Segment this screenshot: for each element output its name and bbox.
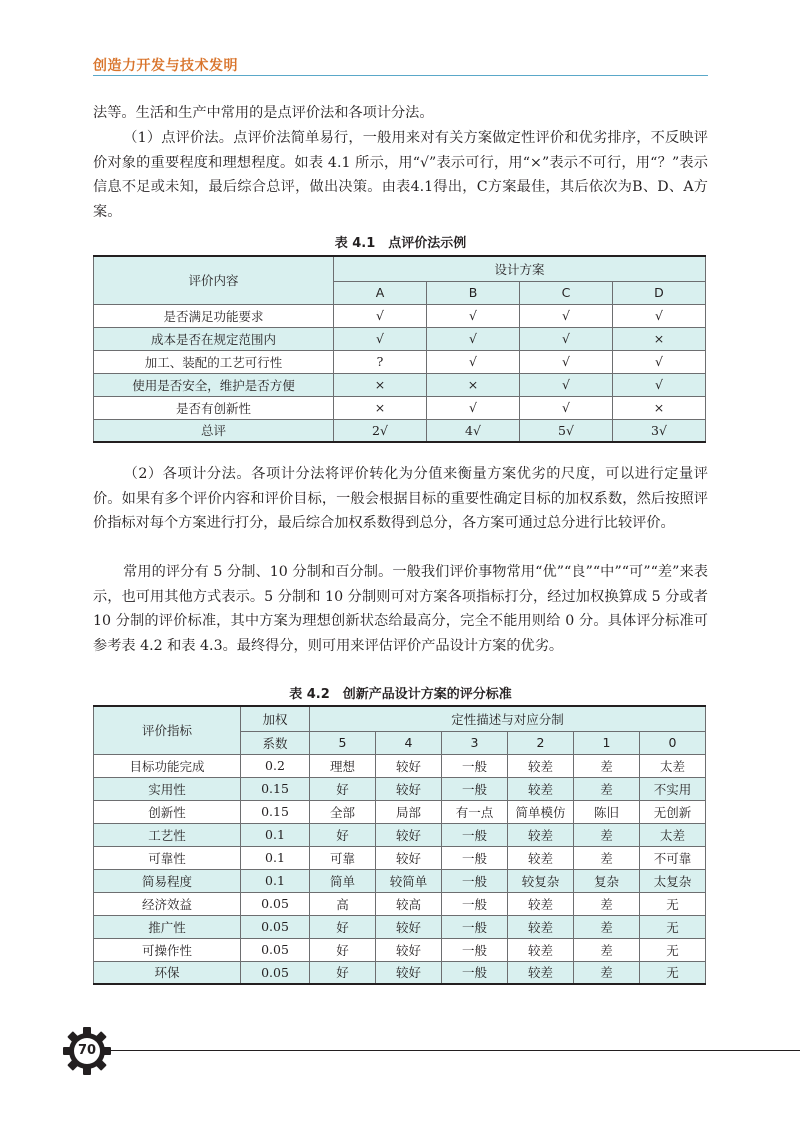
table-cell: √	[334, 304, 427, 327]
row-label: 简易程度	[94, 869, 241, 892]
table-cell: √	[427, 350, 520, 373]
table-cell: √	[334, 327, 427, 350]
row-label: 可操作性	[94, 938, 241, 961]
table-cell: 一般	[442, 754, 508, 777]
table-cell: 一般	[442, 961, 508, 984]
table-4-2-caption: 表 4.2 创新产品设计方案的评分标准	[289, 687, 512, 702]
table-cell: 一般	[442, 915, 508, 938]
column-header: 5	[310, 731, 376, 754]
column-header: 1	[574, 731, 640, 754]
header-rule	[93, 75, 708, 76]
row-weight: 0.1	[241, 846, 310, 869]
table-cell: 较差	[508, 892, 574, 915]
table-row	[94, 373, 706, 396]
table-cell: 较好	[376, 915, 442, 938]
row-label: 成本是否在规定范围内	[94, 327, 334, 350]
table-header-group: 设计方案	[334, 256, 706, 281]
table-header-row	[94, 706, 706, 731]
table-cell: 一般	[442, 777, 508, 800]
paragraph-3	[93, 462, 708, 536]
row-label: 是否满足功能要求	[94, 304, 334, 327]
table-cell: 无	[640, 915, 706, 938]
table-cell: 差	[574, 823, 640, 846]
table-cell: ×	[334, 373, 427, 396]
table-cell: 3√	[613, 419, 706, 442]
paragraph-1-text: 法等。生活和生产中常用的是点评价法和各项计分法。	[93, 105, 434, 121]
table-cell: 较简单	[376, 869, 442, 892]
table-cell: √	[427, 396, 520, 419]
table-cell: 差	[574, 777, 640, 800]
table-cell: 局部	[376, 800, 442, 823]
running-header-title: 创造力开发与技术发明	[93, 58, 238, 74]
table-cell: 可靠	[310, 846, 376, 869]
table-cell: 无	[640, 892, 706, 915]
table-cell: 较好	[376, 777, 442, 800]
table-cell: √	[613, 350, 706, 373]
row-label: 是否有创新性	[94, 396, 334, 419]
table-cell: 较差	[508, 823, 574, 846]
table-cell: 太复杂	[640, 869, 706, 892]
table-row	[94, 754, 706, 777]
table-cell: 差	[574, 915, 640, 938]
table-cell: 太差	[640, 754, 706, 777]
table-cell: √	[520, 396, 613, 419]
table-cell: 较好	[376, 938, 442, 961]
column-header: A	[334, 281, 427, 304]
table-cell: 无	[640, 938, 706, 961]
table-cell: 差	[574, 961, 640, 984]
paragraph-1	[93, 101, 708, 126]
table-cell: 较差	[508, 777, 574, 800]
table-cell: 较高	[376, 892, 442, 915]
row-weight: 0.05	[241, 892, 310, 915]
row-weight: 0.1	[241, 823, 310, 846]
row-weight: 0.15	[241, 800, 310, 823]
table-cell: 4√	[427, 419, 520, 442]
table-cell: 不可靠	[640, 846, 706, 869]
table-cell: 5√	[520, 419, 613, 442]
row-label: 创新性	[94, 800, 241, 823]
table-row	[94, 304, 706, 327]
table-cell: ×	[427, 373, 520, 396]
table-row	[94, 915, 706, 938]
table-cell: 好	[310, 961, 376, 984]
table-cell: 好	[310, 823, 376, 846]
page-number: 70	[77, 1043, 97, 1058]
table-cell: 无	[640, 961, 706, 984]
table-cell: 复杂	[574, 869, 640, 892]
table-row	[94, 327, 706, 350]
table-cell: √	[427, 304, 520, 327]
table-cell: 一般	[442, 846, 508, 869]
table-row	[94, 800, 706, 823]
column-header: 3	[442, 731, 508, 754]
table-row	[94, 846, 706, 869]
table-cell: 较好	[376, 754, 442, 777]
table-cell: √	[427, 327, 520, 350]
column-header: C	[520, 281, 613, 304]
paragraph-3-text: （2）各项计分法。各项计分法将评价转化为分值来衡量方案优劣的尺度，可以进行定量评价。如果有多个评价内容和评价目标，一般会根据目标的重要性确定目标的加权系数，然后按照评价指标对每个方案进行打分，最后综合加权系数得到总分，各方案可通过总分进行比较评价。	[93, 466, 708, 532]
table-cell: √	[520, 350, 613, 373]
table-cell: 较差	[508, 915, 574, 938]
table-cell: 好	[310, 938, 376, 961]
table-cell: 一般	[442, 892, 508, 915]
table-cell: 2√	[334, 419, 427, 442]
table-header-group: 定性描述与对应分制	[310, 706, 706, 731]
table-cell: 较好	[376, 846, 442, 869]
table-cell: ×	[613, 327, 706, 350]
row-weight: 0.1	[241, 869, 310, 892]
table-cell: √	[520, 304, 613, 327]
footer-rule	[108, 1050, 800, 1051]
table-cell: √	[520, 373, 613, 396]
paragraph-4-text: 常用的评分有 5 分制、10 分制和百分制。一般我们评价事物常用“优”“良”“中”“可”“差”来表示，也可用其他方式表示。5 分制和 10 分制则可对方案各项指标打分，经过加权换算成 5 分或者 10 分制的评价标准，其中方案为理想创新状态给最高分，完全不能用则给 0 分。具体评分标准可参考表 4.2 和表 4.3。最终得分，则可用来评估评价产品设计方案的优劣。	[93, 564, 708, 654]
table-4-1-caption: 表 4.1 点评价法示例	[334, 236, 467, 251]
row-label: 使用是否安全，维护是否方便	[94, 373, 334, 396]
paragraph-2-text: （1）点评价法。点评价法简单易行，一般用来对有关方案做定性评价和优劣排序，不反映评价对象的重要程度和理想程度。如表 4.1 所示，用“√”表示可行，用“×”表示不可行，用“？”表示信息不足或未知，最后综合总评，做出决策。由表4.1得出，C方案最佳，其后依次为B、D、A方案。	[93, 130, 708, 220]
table-cell: 较复杂	[508, 869, 574, 892]
table-header-item: 评价内容	[94, 256, 334, 304]
row-label: 可靠性	[94, 846, 241, 869]
table-cell: 陈旧	[574, 800, 640, 823]
table-row	[94, 869, 706, 892]
row-label: 实用性	[94, 777, 241, 800]
table-cell: 简单	[310, 869, 376, 892]
row-label: 环保	[94, 961, 241, 984]
row-label: 加工、装配的工艺可行性	[94, 350, 334, 373]
table-cell: ?	[334, 350, 427, 373]
table-row	[94, 823, 706, 846]
table-cell: 一般	[442, 869, 508, 892]
table-cell: 简单模仿	[508, 800, 574, 823]
row-label: 总评	[94, 419, 334, 442]
table-cell: 理想	[310, 754, 376, 777]
table-cell: √	[613, 373, 706, 396]
table-row	[94, 777, 706, 800]
table-cell: ×	[334, 396, 427, 419]
table-header-row	[94, 256, 706, 281]
table-cell: 一般	[442, 823, 508, 846]
table-cell: 高	[310, 892, 376, 915]
row-weight: 0.05	[241, 915, 310, 938]
row-weight: 0.2	[241, 754, 310, 777]
table-cell: 一般	[442, 938, 508, 961]
table-cell: 较差	[508, 754, 574, 777]
paragraph-4	[93, 560, 708, 658]
table-row	[94, 961, 706, 984]
table-cell: 好	[310, 915, 376, 938]
row-label: 工艺性	[94, 823, 241, 846]
table-row	[94, 350, 706, 373]
table-cell: 太差	[640, 823, 706, 846]
table-cell: 差	[574, 892, 640, 915]
table-cell: 无创新	[640, 800, 706, 823]
table-cell: 较差	[508, 938, 574, 961]
table-cell: ×	[613, 396, 706, 419]
table-row	[94, 892, 706, 915]
table-header-item: 评价指标	[94, 706, 241, 754]
table-cell: 较好	[376, 961, 442, 984]
row-weight: 0.15	[241, 777, 310, 800]
table-cell: 较差	[508, 846, 574, 869]
table-cell: 较差	[508, 961, 574, 984]
column-header: D	[613, 281, 706, 304]
column-header: 0	[640, 731, 706, 754]
table-cell: 好	[310, 777, 376, 800]
column-header: 4	[376, 731, 442, 754]
table-cell: 差	[574, 754, 640, 777]
row-weight: 0.05	[241, 938, 310, 961]
table-row	[94, 938, 706, 961]
table-cell: 差	[574, 938, 640, 961]
table-cell: 有一点	[442, 800, 508, 823]
table-cell: 全部	[310, 800, 376, 823]
table-cell: √	[520, 327, 613, 350]
table-row	[94, 396, 706, 419]
table-4-2	[93, 705, 706, 985]
row-label: 推广性	[94, 915, 241, 938]
row-weight: 0.05	[241, 961, 310, 984]
table-cell: √	[613, 304, 706, 327]
paragraph-2	[93, 126, 708, 224]
table-header-weight: 系数	[241, 731, 310, 754]
table-cell: 差	[574, 846, 640, 869]
table-row-total	[94, 419, 706, 442]
table-4-1	[93, 255, 706, 443]
column-header: B	[427, 281, 520, 304]
table-header-weight: 加权	[241, 706, 310, 731]
column-header: 2	[508, 731, 574, 754]
table-cell: 不实用	[640, 777, 706, 800]
table-cell: 较好	[376, 823, 442, 846]
row-label: 经济效益	[94, 892, 241, 915]
row-label: 目标功能完成	[94, 754, 241, 777]
